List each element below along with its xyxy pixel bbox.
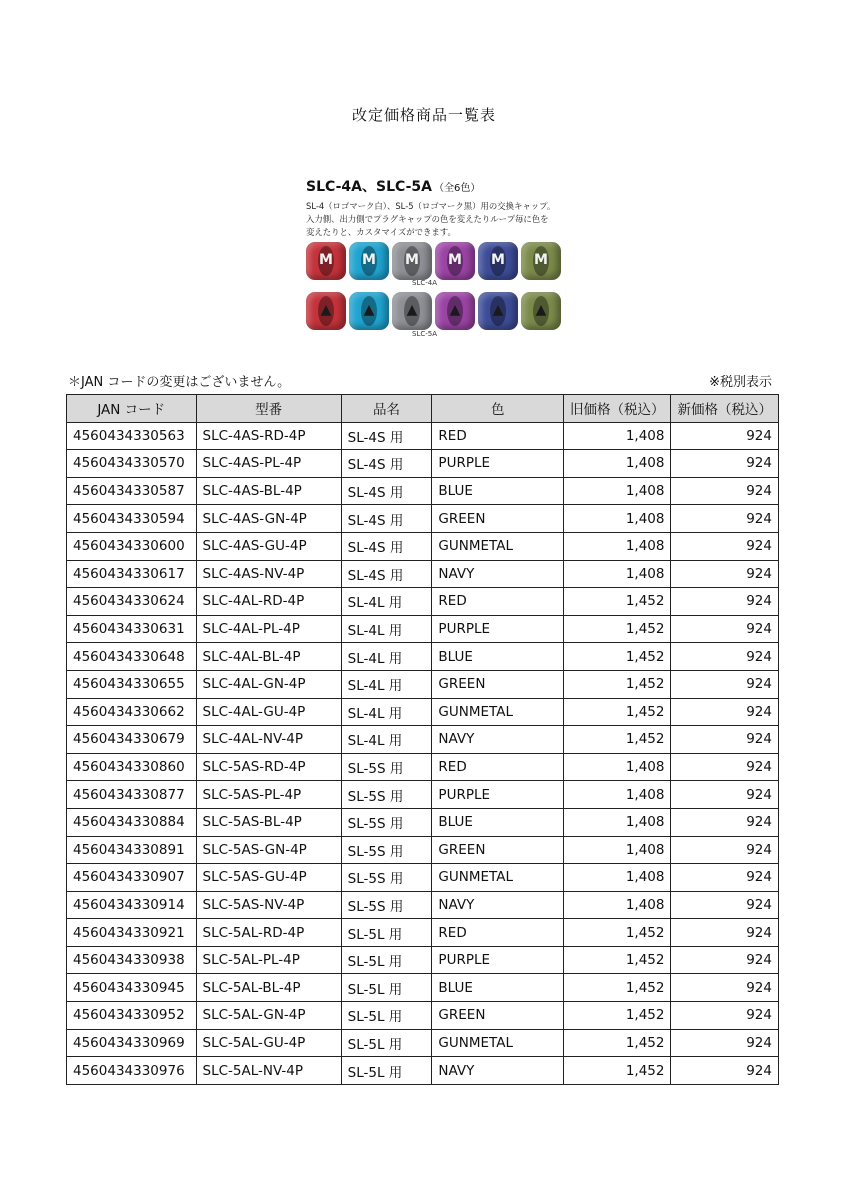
- model-cell: SLC-5AS-PL-4P: [196, 781, 341, 809]
- new-price-cell: 924: [671, 753, 779, 781]
- model-cell: SLC-4AL-BL-4P: [196, 643, 341, 671]
- product-info: [306, 176, 556, 239]
- product-name-cell: SL-5L 用: [341, 1002, 432, 1030]
- model-cell: SLC-5AS-NV-4P: [196, 891, 341, 919]
- model-cell: SLC-4AS-PL-4P: [196, 450, 341, 478]
- old-price-cell: 1,408: [563, 781, 671, 809]
- color-cell: RED: [432, 753, 564, 781]
- product-description: SL-4（ロゴマーク白）、SL-5（ロゴマーク黒）用の交換キャップ。入力側、出力側でプラグキャップの色を変えたりループ毎に色を変えたりと、カスタマイズができます。: [306, 201, 556, 237]
- jan-code-cell: 4560434330662: [67, 698, 197, 726]
- jan-note: ＊JAN コードの変更はございません。: [68, 375, 291, 390]
- old-price-cell: 1,408: [563, 808, 671, 836]
- color-cell: NAVY: [432, 560, 564, 588]
- model-cell: SLC-5AS-BL-4P: [196, 808, 341, 836]
- table-row: [67, 864, 779, 892]
- table-body: [67, 422, 779, 1084]
- jan-code-cell: 4560434330570: [67, 450, 197, 478]
- old-price-cell: 1,408: [563, 505, 671, 533]
- jan-code-cell: 4560434330877: [67, 781, 197, 809]
- jan-code-cell: 4560434330860: [67, 753, 197, 781]
- logo-mark-icon: M: [362, 252, 376, 268]
- new-price-cell: 924: [671, 919, 779, 947]
- column-header-jan: JAN コード: [67, 395, 197, 423]
- logo-mark-icon: ▲: [449, 302, 461, 318]
- model-cell: SLC-5AL-PL-4P: [196, 946, 341, 974]
- logo-mark-icon: ▲: [492, 302, 504, 318]
- color-cell: RED: [432, 919, 564, 947]
- product-colors-note: （全6色）: [433, 183, 481, 194]
- logo-mark-icon: M: [534, 252, 548, 268]
- model-cell: SLC-5AS-GU-4P: [196, 864, 341, 892]
- jan-code-cell: 4560434330648: [67, 643, 197, 671]
- new-price-cell: 924: [671, 864, 779, 892]
- logo-mark-icon: ▲: [406, 302, 418, 318]
- table-row: [67, 726, 779, 754]
- jan-code-cell: 4560434330945: [67, 974, 197, 1002]
- jan-code-cell: 4560434330914: [67, 891, 197, 919]
- page-title: 改定価格商品一覧表: [351, 106, 496, 124]
- jan-code-cell: 4560434330938: [67, 946, 197, 974]
- color-cell: BLUE: [432, 808, 564, 836]
- column-header-model: 型番: [196, 395, 341, 423]
- jan-code-cell: 4560434330617: [67, 560, 197, 588]
- old-price-cell: 1,452: [563, 588, 671, 616]
- old-price-cell: 1,452: [563, 919, 671, 947]
- model-cell: SLC-4AS-GN-4P: [196, 505, 341, 533]
- plug-cap-image: [521, 292, 561, 330]
- model-cell: SLC-4AL-NV-4P: [196, 726, 341, 754]
- model-cell: SLC-5AL-RD-4P: [196, 919, 341, 947]
- table-row: [67, 615, 779, 643]
- plug-cap-image: [349, 292, 389, 330]
- product-name-cell: SL-5S 用: [341, 891, 432, 919]
- new-price-cell: 924: [671, 615, 779, 643]
- table-row: [67, 422, 779, 450]
- table-row: [67, 919, 779, 947]
- new-price-cell: 924: [671, 1002, 779, 1030]
- table-row: [67, 505, 779, 533]
- model-cell: SLC-4AL-PL-4P: [196, 615, 341, 643]
- logo-mark-icon: ▲: [535, 302, 547, 318]
- product-name-cell: SL-4L 用: [341, 615, 432, 643]
- old-price-cell: 1,452: [563, 1002, 671, 1030]
- product-heading: [306, 176, 556, 196]
- model-cell: SLC-4AL-RD-4P: [196, 588, 341, 616]
- product-name-cell: SL-4S 用: [341, 450, 432, 478]
- new-price-cell: 924: [671, 698, 779, 726]
- color-cell: RED: [432, 588, 564, 616]
- old-price-cell: 1,452: [563, 643, 671, 671]
- table-header-row: [67, 395, 779, 423]
- new-price-cell: 924: [671, 532, 779, 560]
- table-row: [67, 670, 779, 698]
- new-price-cell: 924: [671, 1057, 779, 1085]
- table-row: [67, 974, 779, 1002]
- old-price-cell: 1,408: [563, 836, 671, 864]
- new-price-cell: 924: [671, 726, 779, 754]
- table-row: [67, 781, 779, 809]
- jan-code-cell: 4560434330921: [67, 919, 197, 947]
- table-row: [67, 946, 779, 974]
- jan-code-cell: 4560434330679: [67, 726, 197, 754]
- plug-cap-image: [392, 292, 432, 330]
- plug-cap-image: [478, 292, 518, 330]
- jan-code-cell: 4560434330655: [67, 670, 197, 698]
- logo-mark-icon: M: [405, 252, 419, 268]
- logo-mark-icon: M: [491, 252, 505, 268]
- color-cell: PURPLE: [432, 946, 564, 974]
- color-cell: GUNMETAL: [432, 532, 564, 560]
- new-price-cell: 924: [671, 974, 779, 1002]
- table-row: [67, 753, 779, 781]
- product-name-cell: SL-4L 用: [341, 698, 432, 726]
- model-cell: SLC-5AL-GN-4P: [196, 1002, 341, 1030]
- jan-code-cell: 4560434330952: [67, 1002, 197, 1030]
- color-cell: GUNMETAL: [432, 864, 564, 892]
- table-row: [67, 1029, 779, 1057]
- table-row: [67, 450, 779, 478]
- old-price-cell: 1,408: [563, 532, 671, 560]
- model-cell: SLC-4AS-NV-4P: [196, 560, 341, 588]
- old-price-cell: 1,452: [563, 1057, 671, 1085]
- old-price-cell: 1,408: [563, 753, 671, 781]
- cap-image-label: SLC-4A: [412, 279, 437, 287]
- color-cell: PURPLE: [432, 615, 564, 643]
- new-price-cell: 924: [671, 891, 779, 919]
- old-price-cell: 1,408: [563, 560, 671, 588]
- cap-image-row-slc-5a: [306, 292, 561, 330]
- jan-code-cell: 4560434330600: [67, 532, 197, 560]
- old-price-cell: 1,452: [563, 1029, 671, 1057]
- old-price-cell: 1,408: [563, 864, 671, 892]
- new-price-cell: 924: [671, 643, 779, 671]
- color-cell: NAVY: [432, 726, 564, 754]
- plug-cap-image: [478, 242, 518, 280]
- color-cell: PURPLE: [432, 781, 564, 809]
- old-price-cell: 1,408: [563, 450, 671, 478]
- product-name-cell: SL-4L 用: [341, 643, 432, 671]
- color-cell: BLUE: [432, 643, 564, 671]
- logo-mark-icon: M: [319, 252, 333, 268]
- product-name-cell: SL-4S 用: [341, 532, 432, 560]
- color-cell: NAVY: [432, 891, 564, 919]
- color-cell: NAVY: [432, 1057, 564, 1085]
- new-price-cell: 924: [671, 450, 779, 478]
- model-cell: SLC-4AS-BL-4P: [196, 477, 341, 505]
- color-cell: GREEN: [432, 836, 564, 864]
- new-price-cell: 924: [671, 670, 779, 698]
- logo-mark-icon: ▲: [363, 302, 375, 318]
- new-price-cell: 924: [671, 505, 779, 533]
- model-cell: SLC-4AS-GU-4P: [196, 532, 341, 560]
- plug-cap-image: [306, 242, 346, 280]
- product-name-cell: SL-4S 用: [341, 505, 432, 533]
- column-header-color: 色: [432, 395, 564, 423]
- model-cell: SLC-4AL-GN-4P: [196, 670, 341, 698]
- product-name-cell: SL-5L 用: [341, 946, 432, 974]
- product-name-cell: SL-5S 用: [341, 753, 432, 781]
- table-row: [67, 836, 779, 864]
- color-cell: GREEN: [432, 505, 564, 533]
- model-cell: SLC-4AS-RD-4P: [196, 422, 341, 450]
- plug-cap-image: [435, 292, 475, 330]
- color-cell: BLUE: [432, 974, 564, 1002]
- old-price-cell: 1,452: [563, 615, 671, 643]
- model-cell: SLC-5AL-GU-4P: [196, 1029, 341, 1057]
- column-header-old-price: 旧価格（税込）: [563, 395, 671, 423]
- new-price-cell: 924: [671, 588, 779, 616]
- logo-mark-icon: M: [448, 252, 462, 268]
- jan-code-cell: 4560434330976: [67, 1057, 197, 1085]
- table-row: [67, 532, 779, 560]
- color-cell: RED: [432, 422, 564, 450]
- color-cell: GREEN: [432, 670, 564, 698]
- product-name-cell: SL-5S 用: [341, 808, 432, 836]
- old-price-cell: 1,452: [563, 726, 671, 754]
- old-price-cell: 1,452: [563, 698, 671, 726]
- color-cell: PURPLE: [432, 450, 564, 478]
- jan-code-cell: 4560434330969: [67, 1029, 197, 1057]
- table-row: [67, 1002, 779, 1030]
- table-row: [67, 560, 779, 588]
- new-price-cell: 924: [671, 781, 779, 809]
- table-row: [67, 477, 779, 505]
- color-cell: GUNMETAL: [432, 1029, 564, 1057]
- jan-code-cell: 4560434330631: [67, 615, 197, 643]
- product-name-cell: SL-5L 用: [341, 1057, 432, 1085]
- plug-cap-image: [392, 242, 432, 280]
- model-cell: SLC-4AL-GU-4P: [196, 698, 341, 726]
- product-name-cell: SL-4S 用: [341, 477, 432, 505]
- product-model: SLC-4A、SLC-5A: [306, 179, 432, 195]
- color-cell: GUNMETAL: [432, 698, 564, 726]
- color-cell: GREEN: [432, 1002, 564, 1030]
- old-price-cell: 1,452: [563, 974, 671, 1002]
- plug-cap-image: [306, 292, 346, 330]
- new-price-cell: 924: [671, 560, 779, 588]
- jan-code-cell: 4560434330587: [67, 477, 197, 505]
- product-name-cell: SL-5L 用: [341, 1029, 432, 1057]
- jan-code-cell: 4560434330624: [67, 588, 197, 616]
- product-name-cell: SL-4S 用: [341, 422, 432, 450]
- old-price-cell: 1,408: [563, 477, 671, 505]
- old-price-cell: 1,408: [563, 422, 671, 450]
- price-table: [66, 394, 779, 1085]
- product-name-cell: SL-5L 用: [341, 919, 432, 947]
- color-cell: BLUE: [432, 477, 564, 505]
- model-cell: SLC-5AS-RD-4P: [196, 753, 341, 781]
- model-cell: SLC-5AS-GN-4P: [196, 836, 341, 864]
- product-name-cell: SL-5L 用: [341, 974, 432, 1002]
- plug-cap-image: [435, 242, 475, 280]
- table-row: [67, 588, 779, 616]
- table-row: [67, 808, 779, 836]
- jan-code-cell: 4560434330891: [67, 836, 197, 864]
- product-name-cell: SL-5S 用: [341, 781, 432, 809]
- old-price-cell: 1,408: [563, 891, 671, 919]
- plug-cap-image: [521, 242, 561, 280]
- jan-code-cell: 4560434330884: [67, 808, 197, 836]
- column-header-name: 品名: [341, 395, 432, 423]
- table-row: [67, 1057, 779, 1085]
- product-name-cell: SL-4S 用: [341, 560, 432, 588]
- plug-cap-image: [349, 242, 389, 280]
- old-price-cell: 1,452: [563, 670, 671, 698]
- jan-code-cell: 4560434330907: [67, 864, 197, 892]
- table-row: [67, 643, 779, 671]
- new-price-cell: 924: [671, 477, 779, 505]
- old-price-cell: 1,452: [563, 946, 671, 974]
- model-cell: SLC-5AL-NV-4P: [196, 1057, 341, 1085]
- new-price-cell: 924: [671, 808, 779, 836]
- product-name-cell: SL-4L 用: [341, 588, 432, 616]
- model-cell: SLC-5AL-BL-4P: [196, 974, 341, 1002]
- jan-code-cell: 4560434330563: [67, 422, 197, 450]
- tax-note: ※税別表示: [709, 375, 772, 390]
- column-header-new-price: 新価格（税込）: [671, 395, 779, 423]
- cap-image-label: SLC-5A: [412, 330, 437, 338]
- new-price-cell: 924: [671, 836, 779, 864]
- table-row: [67, 891, 779, 919]
- table-row: [67, 698, 779, 726]
- logo-mark-icon: ▲: [320, 302, 332, 318]
- cap-image-row-slc-4a: [306, 242, 561, 280]
- product-name-cell: SL-4L 用: [341, 726, 432, 754]
- new-price-cell: 924: [671, 422, 779, 450]
- product-name-cell: SL-4L 用: [341, 670, 432, 698]
- new-price-cell: 924: [671, 1029, 779, 1057]
- product-name-cell: SL-5S 用: [341, 836, 432, 864]
- new-price-cell: 924: [671, 946, 779, 974]
- product-name-cell: SL-5S 用: [341, 864, 432, 892]
- jan-code-cell: 4560434330594: [67, 505, 197, 533]
